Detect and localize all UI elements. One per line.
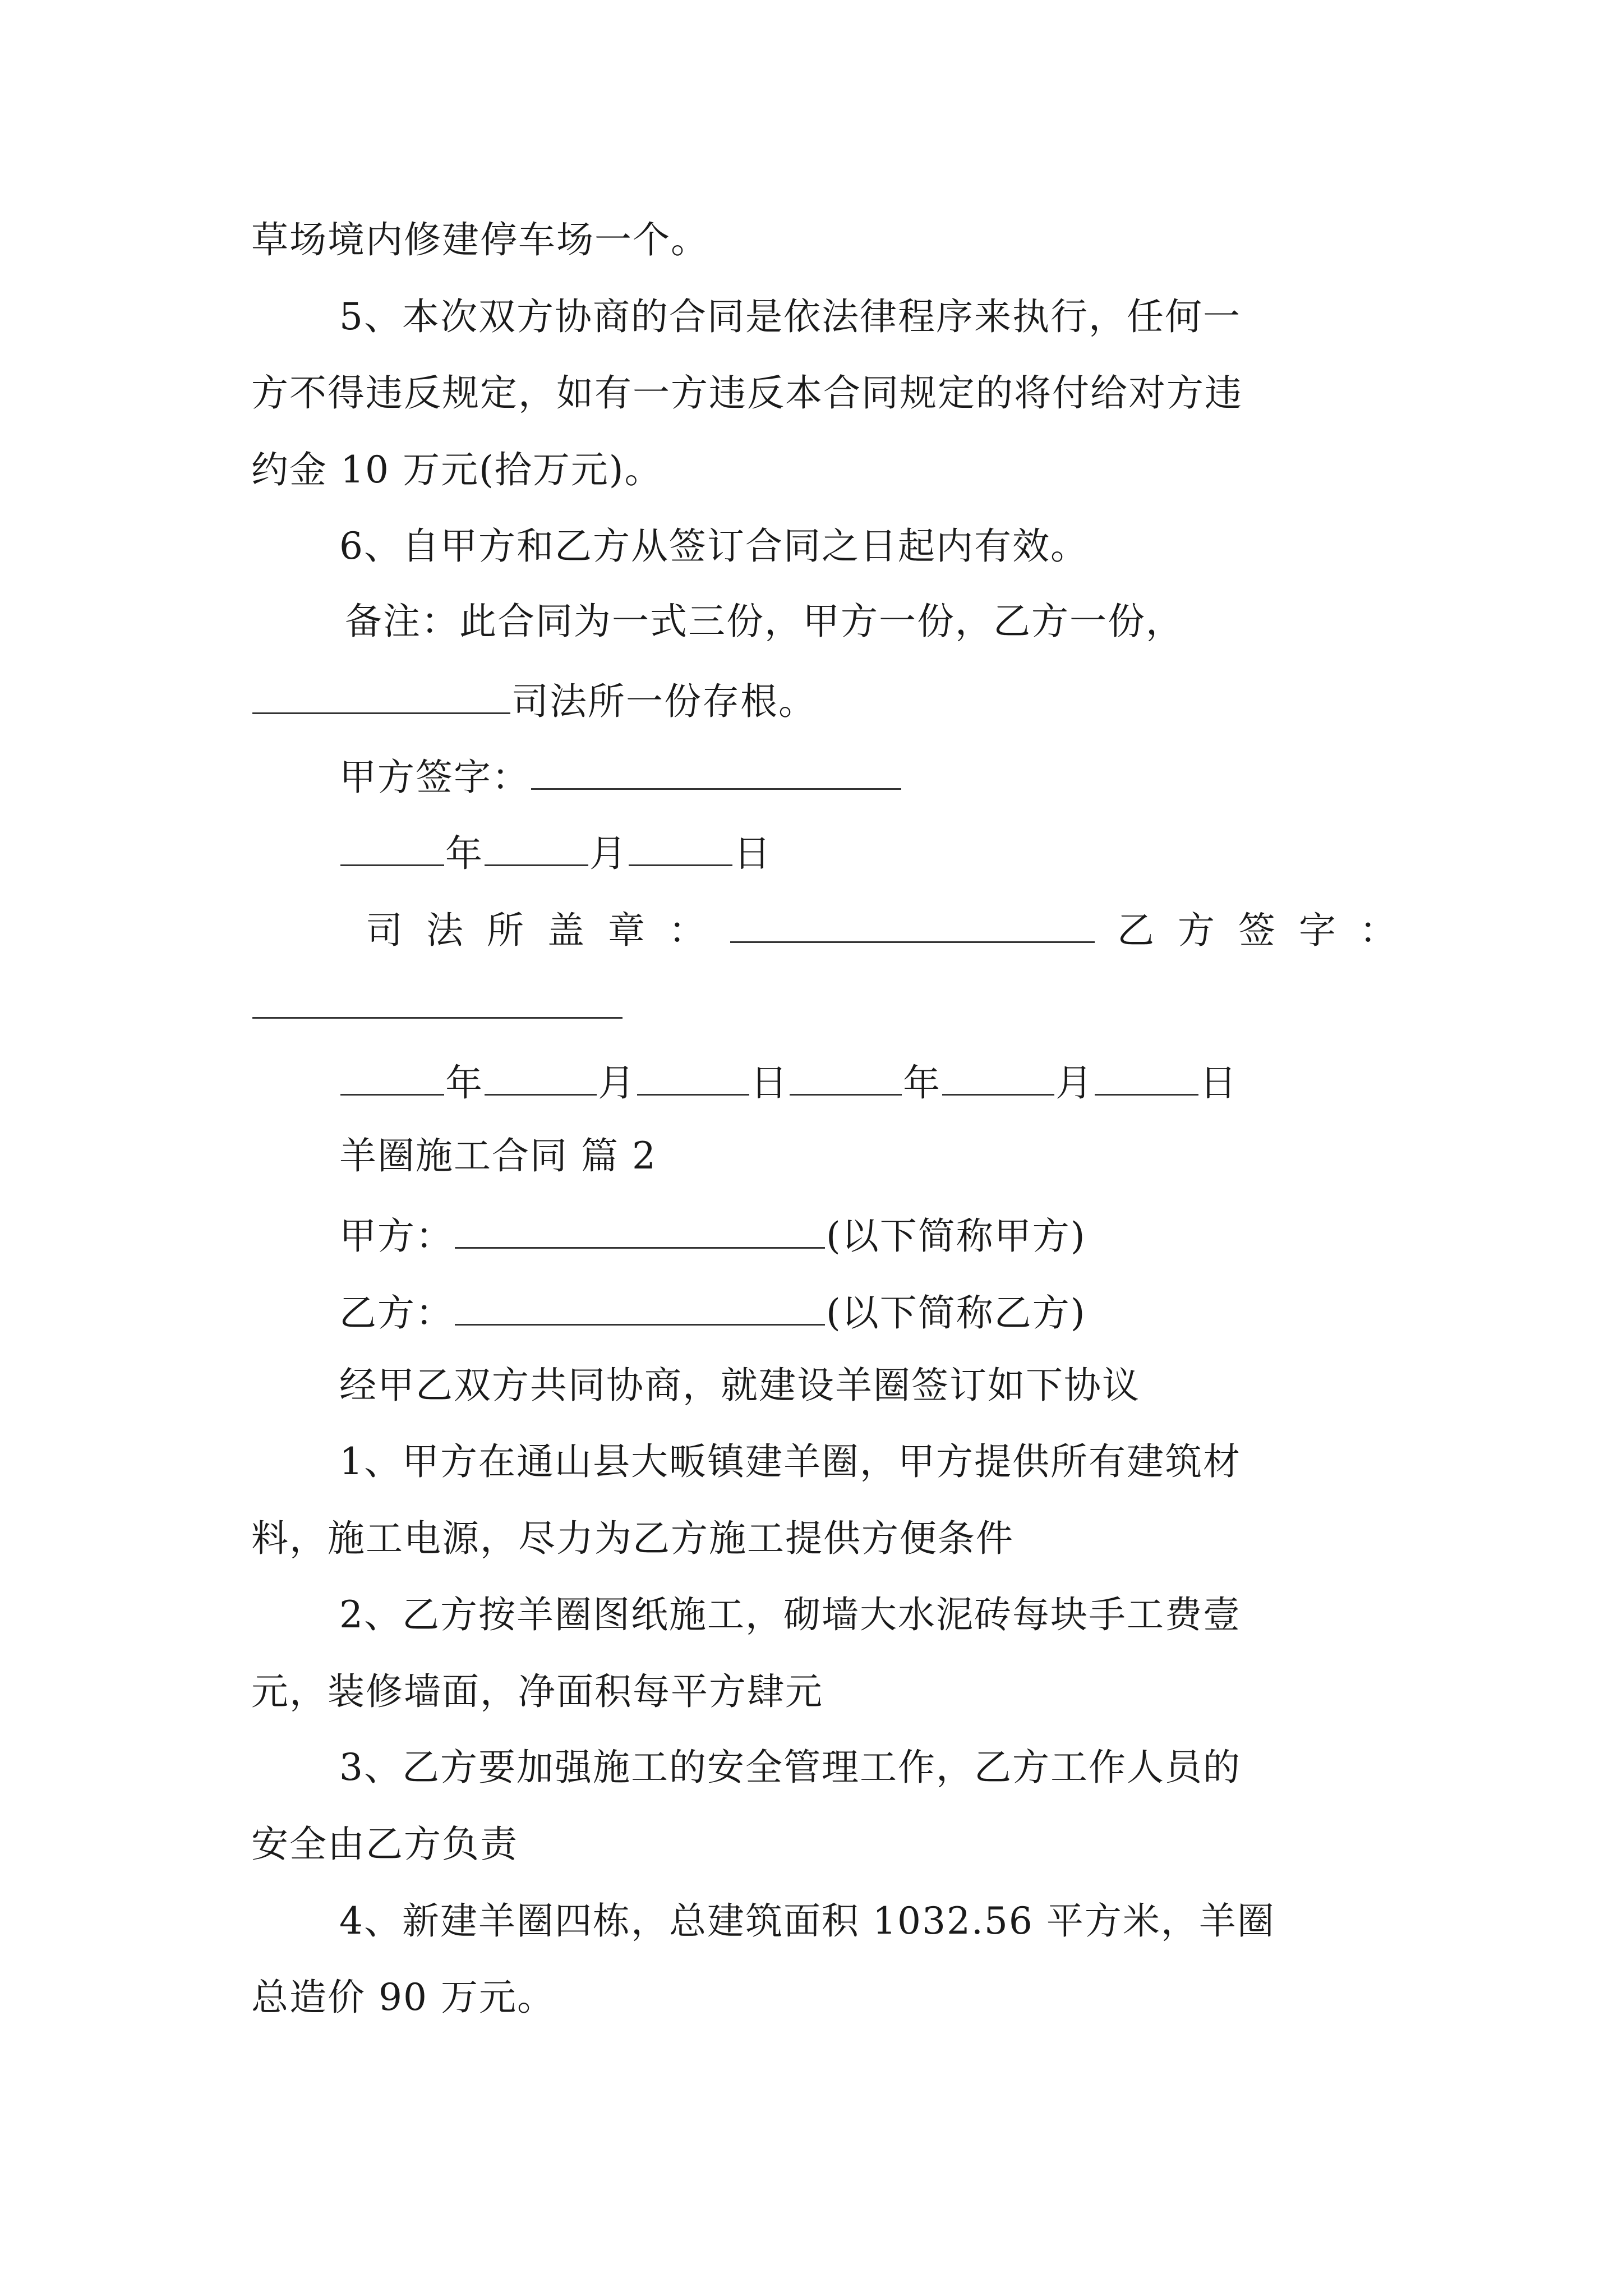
paragraph-line: 草场境内修建停车场一个。 (251, 218, 709, 261)
remark-text: 司法所一份存根。 (511, 680, 817, 723)
day-blank[interactable] (637, 1061, 749, 1096)
date-line-2 (339, 1061, 1238, 1105)
clause-2-line-2: 元，装修墙面，净面积每平方肆元 (251, 1670, 823, 1713)
party-b-name-blank[interactable] (455, 1291, 825, 1326)
party-a-label: 甲方： (339, 1214, 454, 1258)
party-b-signature-continued (251, 984, 624, 1025)
party-a-line (339, 1214, 1086, 1258)
party-a-name-blank[interactable] (455, 1214, 825, 1249)
party-a-signature-line (339, 756, 902, 799)
year-blank[interactable] (340, 832, 444, 866)
clause-2-line-1: 2、乙方按羊圈图纸施工，砌墙大水泥砖每块手工费壹 (339, 1593, 1241, 1636)
judicial-seal-label: 司法所盖章： (366, 909, 729, 952)
blank-underline[interactable] (252, 680, 510, 714)
section-title: 羊圈施工合同 篇 2 (339, 1134, 657, 1177)
judicial-seal-blank[interactable] (730, 909, 1095, 943)
remark-line-2 (251, 680, 817, 723)
seal-signature-line (366, 909, 1420, 952)
month-label: 月 (1055, 1061, 1094, 1105)
month-blank[interactable] (485, 832, 588, 866)
clause-3-line-2: 安全由乙方负责 (251, 1823, 518, 1866)
clause-3-line-1: 3、乙方要加强施工的安全管理工作，乙方工作人员的 (339, 1746, 1241, 1789)
clause-1-line-2: 料，施工电源，尽力为乙方施工提供方便条件 (251, 1517, 1014, 1560)
year-label: 年 (445, 832, 483, 875)
clause-5-line-2: 方不得违反规定，如有一方违反本合同规定的将付给对方违 (251, 371, 1243, 415)
month-blank[interactable] (485, 1061, 597, 1096)
year-label: 年 (445, 1061, 483, 1105)
remark-line-1: 备注：此合同为一式三份，甲方一份，乙方一份， (345, 600, 1184, 643)
party-b-note: (以下简称乙方) (826, 1291, 1086, 1335)
day-blank[interactable] (629, 832, 732, 866)
clause-6: 6、自甲方和乙方从签订合同之日起内有效。 (339, 524, 1089, 568)
day-label: 日 (1200, 1061, 1238, 1105)
year-label: 年 (903, 1061, 941, 1105)
clause-1-line-1: 1、甲方在通山县大畈镇建羊圈，甲方提供所有建筑材 (339, 1440, 1241, 1483)
party-a-signature-label: 甲方签字： (339, 756, 530, 799)
party-b-line (339, 1291, 1086, 1335)
clause-4-line-2: 总造价 90 万元。 (251, 1976, 555, 2019)
party-b-signature-blank[interactable] (252, 984, 623, 1019)
agreement-intro: 经甲乙双方共同协商，就建设羊圈签订如下协议 (339, 1364, 1140, 1407)
year-blank[interactable] (340, 1061, 444, 1096)
clause-4-line-1: 4、新建羊圈四栋，总建筑面积 1032.56 平方米，羊圈 (339, 1899, 1275, 1943)
day-label: 日 (734, 832, 772, 875)
party-a-signature-blank[interactable] (531, 756, 901, 790)
clause-5-line-1: 5、本次双方协商的合同是依法律程序来执行，任何一 (339, 295, 1241, 338)
year-blank[interactable] (790, 1061, 902, 1096)
party-b-signature-label: 乙方签字： (1117, 909, 1420, 952)
date-line-1 (339, 832, 772, 875)
party-b-label: 乙方： (339, 1291, 454, 1335)
month-blank[interactable] (942, 1061, 1054, 1096)
month-label: 月 (598, 1061, 636, 1105)
day-label: 日 (750, 1061, 789, 1105)
day-blank[interactable] (1095, 1061, 1198, 1096)
month-label: 月 (589, 832, 628, 875)
clause-5-line-3: 约金 10 万元(拾万元)。 (251, 448, 663, 491)
party-a-note: (以下简称甲方) (826, 1214, 1086, 1258)
